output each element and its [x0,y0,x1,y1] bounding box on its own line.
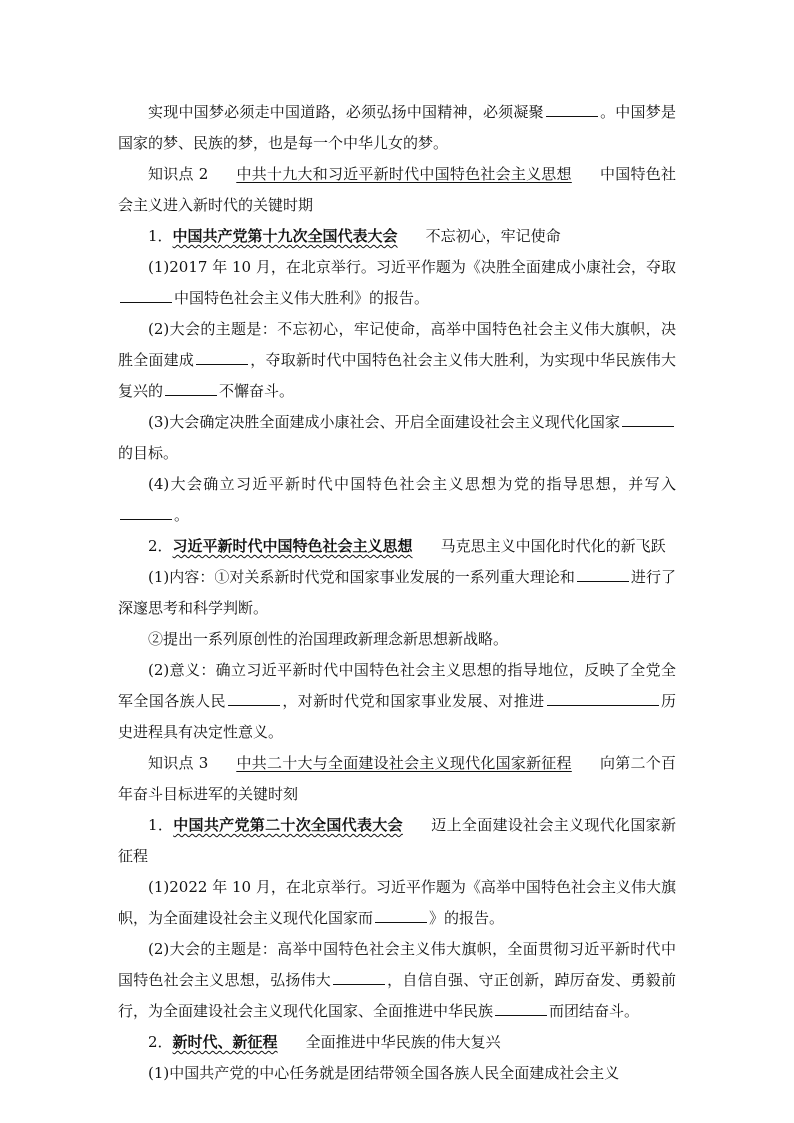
text: 。 [174,506,190,524]
text: 而团结奋斗。 [549,1002,640,1020]
paragraph-xi-thought-3 [118,655,676,748]
paragraph-19th-congress-3 [118,407,676,469]
paragraph-chinese-dream [118,97,676,159]
fill-blank [165,383,217,396]
paragraph-19th-congress-2 [118,314,676,407]
section-title: 习近平新时代中国特色社会主义思想 [172,537,413,555]
fill-blank [547,693,659,706]
text: (2)大会的主题是：高举中国特色社会主义伟大旗帜，全面贯彻习近平新时代中国特色社会主义思想，弘扬伟大 [118,940,676,989]
fill-blank [120,290,172,303]
knowledge-point-label: 知识点 2 [148,165,209,183]
text: (2)意义：确立习近平新时代中国特色社会主义思想的指导地位，反映了全党全军全国各族人民 [118,661,676,710]
section-subtitle: 不忘初心，牢记使命 [425,227,561,245]
knowledge-point-title: 中共二十大与全面建设社会主义现代化国家新征程 [236,754,572,772]
knowledge-point-2-heading [118,159,676,221]
text: (1)2017 年 10 月，在北京举行。习近平作题为《决胜全面建成小康社会，夺取 [148,258,676,276]
fill-blank [375,910,427,923]
text: 进行了深邃思考和科学判断。 [118,568,676,617]
paragraph-xi-thought-2 [118,624,676,655]
text: (2)大会的主题是：不忘初心，牢记使命，高举中国特色社会主义伟大旗帜，决胜全面建成 [118,320,676,369]
knowledge-point-subtitle: 中国特色社会主义进入新时代的关键时期 [118,165,676,214]
knowledge-point-subtitle: 向第二个百年奋斗目标进军的关键时刻 [118,754,676,803]
section-heading-new-era [118,1027,676,1058]
section-title: 新时代、新征程 [172,1033,278,1051]
section-heading-xi-thought [118,531,676,562]
paragraph-20th-congress-2 [118,934,676,1027]
section-number: 2． [148,537,173,555]
text: 的目标。 [118,444,179,462]
knowledge-point-title: 中共十九大和习近平新时代中国特色社会主义思想 [236,165,572,183]
paragraph-19th-congress-4 [118,469,676,531]
text: ②提出一系列原创性的治国理政新理念新思想新战略。 [148,630,509,648]
text: 。中国梦是国家的梦、民族的梦，也是每一个中华儿女的梦。 [118,103,676,152]
section-number: 1． [148,816,174,834]
knowledge-point-label: 知识点 3 [148,754,209,772]
fill-blank [495,1003,547,1016]
section-heading-20th-congress [118,810,676,872]
paragraph-20th-congress-1 [118,872,676,934]
section-title: 中国共产党第十九次全国代表大会 [172,227,398,245]
text: 中国特色社会主义伟大胜利》的报告。 [174,289,430,307]
text: ，自信自强、守正创新，踔厉奋发、勇毅前行，为全面建设社会主义现代化国家、全面推进中华民族 [118,971,676,1020]
fill-blank [120,507,172,520]
text: (3)大会确定决胜全面建成小康社会、开启全面建设社会主义现代化国家 [148,413,620,431]
section-title: 中国共产党第二十次全国代表大会 [173,816,403,834]
text: (1)内容：①对关系新时代党和国家事业发展的一系列重大理论和 [148,568,575,586]
text: 历史进程具有决定性意义。 [118,692,676,741]
section-number: 2． [148,1033,173,1051]
text: 》的报告。 [429,909,505,927]
text: ，对新时代党和国家事业发展、对推进 [281,692,545,710]
text: ，夺取新时代中国特色社会主义伟大胜利，为实现中华民族伟大复兴的 [118,351,676,400]
section-number: 1． [148,227,173,245]
paragraph-xi-thought-1 [118,562,676,624]
paragraph-new-era-1 [118,1058,676,1089]
fill-blank [333,972,385,985]
section-subtitle: 迈上全面建设社会主义现代化国家新征程 [118,816,676,865]
section-heading-19th-congress [118,221,676,252]
knowledge-point-3-heading [118,748,676,810]
text: 实现中国梦必须走中国道路，必须弘扬中国精神，必须凝聚 [148,103,544,121]
fill-blank [622,414,674,427]
text: (1)2022 年 10 月，在北京举行。习近平作题为《高举中国特色社会主义伟大旗帜，为全面建设社会主义现代化国家而 [118,878,676,927]
section-subtitle: 全面推进中华民族的伟大复兴 [305,1033,501,1051]
paragraph-19th-congress-1 [118,252,676,314]
fill-blank [577,569,629,582]
fill-blank [228,693,280,706]
fill-blank [546,104,598,117]
text: 不懈奋斗。 [219,382,295,400]
text: (1)中国共产党的中心任务就是团结带领全国各族人民全面建成社会主义 [148,1064,620,1082]
section-subtitle: 马克思主义中国化时代化的新飞跃 [440,537,666,555]
text: (4)大会确立习近平新时代中国特色社会主义思想为党的指导思想，并写入 [148,475,676,493]
fill-blank [196,352,248,365]
